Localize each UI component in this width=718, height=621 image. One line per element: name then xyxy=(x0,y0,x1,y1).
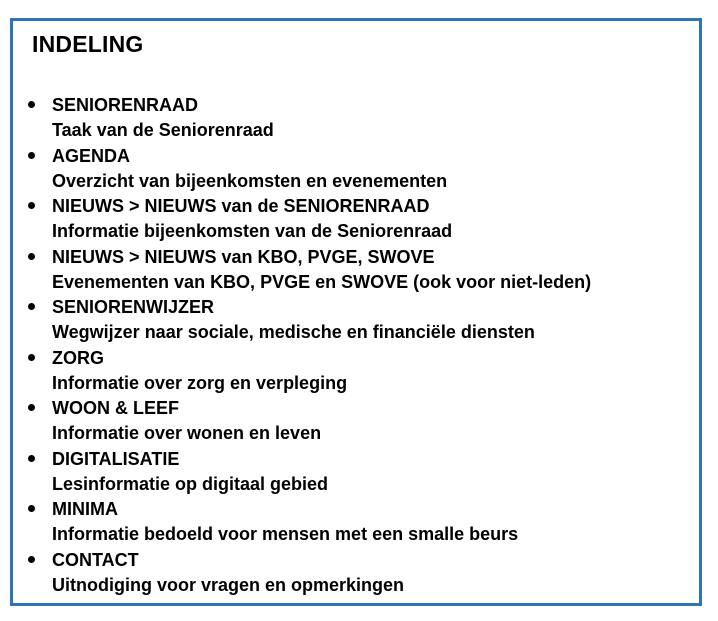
item-description: Informatie over wonen en leven xyxy=(52,423,322,443)
item-description: Taak van de Seniorenraad xyxy=(52,120,274,140)
item-heading: NIEUWS > NIEUWS van KBO, PVGE, SWOVE xyxy=(52,246,435,267)
item-heading: SENIORENRAAD xyxy=(52,95,199,115)
item-heading: NIEUWS > NIEUWS van de SENIORENRAAD xyxy=(52,196,430,216)
list-item-nieuws-seniorenraad xyxy=(28,194,591,245)
indeling-panel xyxy=(10,18,702,606)
item-heading: ZORG xyxy=(52,347,104,368)
panel-title: INDELING xyxy=(32,31,144,57)
bullet-icon xyxy=(28,152,35,159)
item-description: Evenementen van KBO, PVGE en SWOVE (ook voor niet-leden) xyxy=(52,271,592,292)
bullet-icon xyxy=(28,253,35,260)
item-description: Lesinformatie op digitaal gebied xyxy=(52,473,329,494)
bullet-icon xyxy=(28,101,35,108)
list-item-minima xyxy=(28,497,591,548)
bullet-icon xyxy=(28,455,35,462)
item-description: Informatie bijeenkomsten van de Seniorenraad xyxy=(52,221,453,241)
item-heading: DIGITALISATIE xyxy=(52,448,180,469)
list-item-seniorenraad xyxy=(28,93,591,144)
bullet-icon xyxy=(28,202,35,209)
list-item-seniorenwijzer xyxy=(28,295,591,346)
item-description: Informatie over zorg en verpleging xyxy=(52,372,348,393)
list-item-woon-en-leef xyxy=(28,396,591,447)
bullet-icon xyxy=(28,556,35,563)
bullet-icon xyxy=(28,354,35,361)
list-item-contact xyxy=(28,548,591,599)
item-heading: WOON & LEEF xyxy=(52,398,179,418)
bullet-icon xyxy=(28,303,35,310)
bullet-icon xyxy=(28,404,35,411)
section-list xyxy=(28,93,591,598)
item-description: Overzicht van bijeenkomsten en evenementen xyxy=(52,170,448,191)
item-description: Uitnodiging voor vragen en opmerkingen xyxy=(52,574,405,595)
list-item-agenda xyxy=(28,144,591,195)
item-description: Informatie bedoeld voor mensen met een smalle beurs xyxy=(52,524,519,544)
item-heading: MINIMA xyxy=(52,499,118,519)
list-item-zorg xyxy=(28,346,591,397)
list-item-nieuws-kbo-pvge-swove xyxy=(28,245,591,296)
bullet-icon xyxy=(28,505,35,512)
item-description: Wegwijzer naar sociale, medische en financiële diensten xyxy=(52,322,535,342)
item-heading: AGENDA xyxy=(52,145,131,166)
item-heading: SENIORENWIJZER xyxy=(52,297,215,317)
list-item-digitalisatie xyxy=(28,447,591,498)
item-heading: CONTACT xyxy=(52,549,139,570)
